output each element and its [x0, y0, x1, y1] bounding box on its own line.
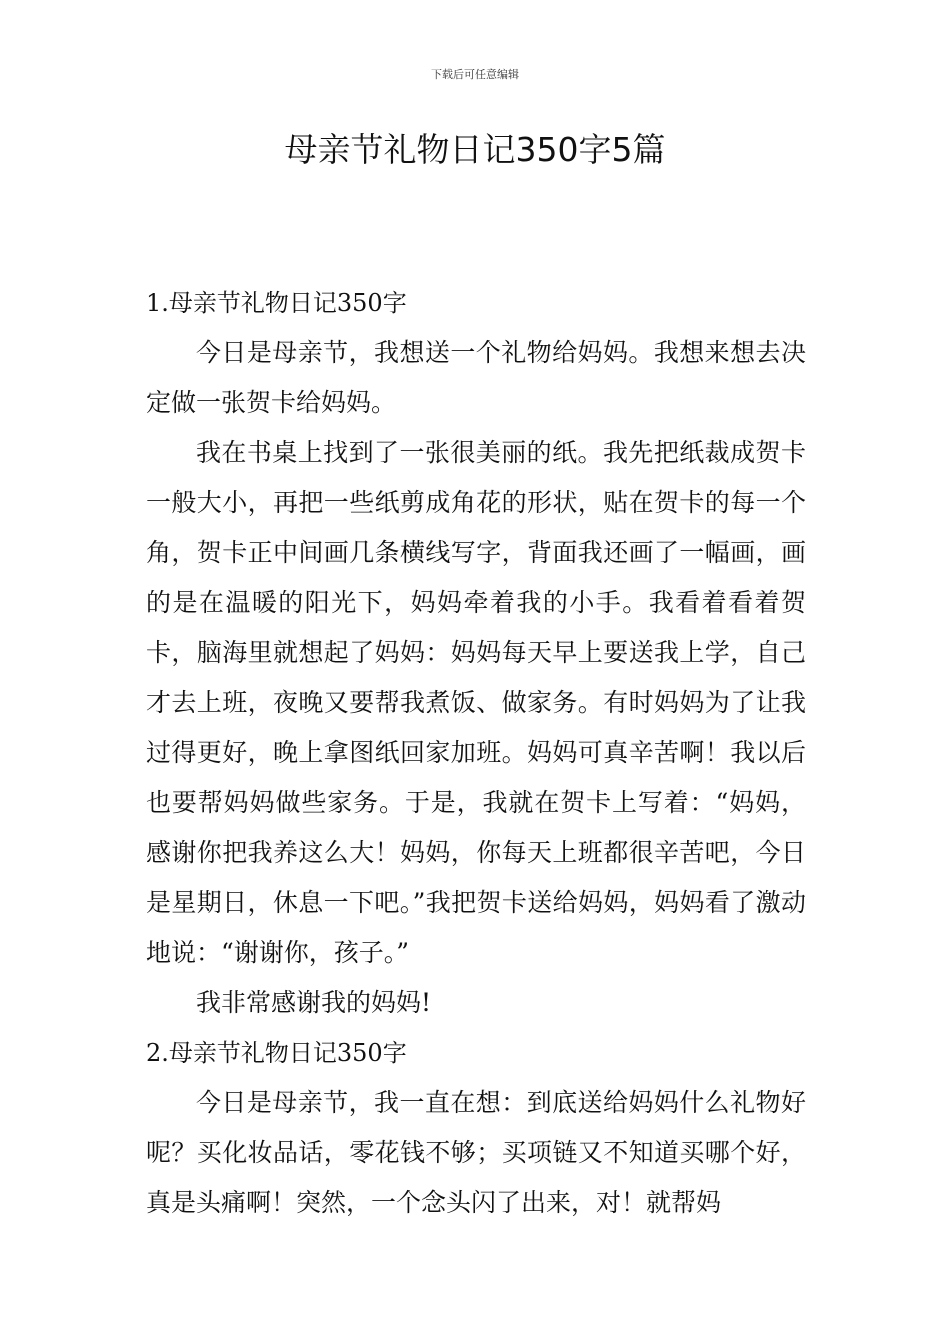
paragraph: 今日是母亲节，我想送一个礼物给妈妈。我想来想去决定做一张贺卡给妈妈。 [146, 338, 806, 417]
paragraph: 我在书桌上找到了一张很美丽的纸。我先把纸裁成贺卡一般大小，再把一些纸剪成角花的形状，贴在贺卡的每一个角，贺卡正中间画几条横线写字，背面我还画了一幅画，画的是在温暖的阳光下，妈妈牵着我的小手。我看着看着贺卡，脑海里就想起了妈妈：妈妈每天早上要送我上学，自己才去上班，夜晚又要帮我煮饭、做家务。有时妈妈为了让我过得更好，晚上拿图纸回家加班。妈妈可真辛苦啊！我以后也要帮妈妈做些家务。于是，我就在贺卡上写着：“妈妈，感谢你把我养这么大！妈妈，你每天上班都很辛苦吧，今日是星期日，休息一下吧。”我把贺卡送给妈妈，妈妈看了激动地说：“谢谢你，孩子。” [146, 438, 806, 967]
document-title: 母亲节礼物日记350字5篇 [284, 130, 666, 169]
section-heading-1: 1.母亲节礼物日记350字 [146, 289, 407, 317]
paragraph: 今日是母亲节，我一直在想：到底送给妈妈什么礼物好呢？买化妆品话，零花钱不够；买项链又不知道买哪个好，真是头痛啊！突然，一个念头闪了出来，对！就帮妈 [146, 1088, 806, 1217]
header-note: 下载后可任意编辑 [431, 68, 519, 81]
document-body [146, 278, 806, 1228]
paragraph: 我非常感谢我的妈妈! [196, 988, 432, 1017]
section-heading-2: 2.母亲节礼物日记350字 [146, 1039, 407, 1067]
